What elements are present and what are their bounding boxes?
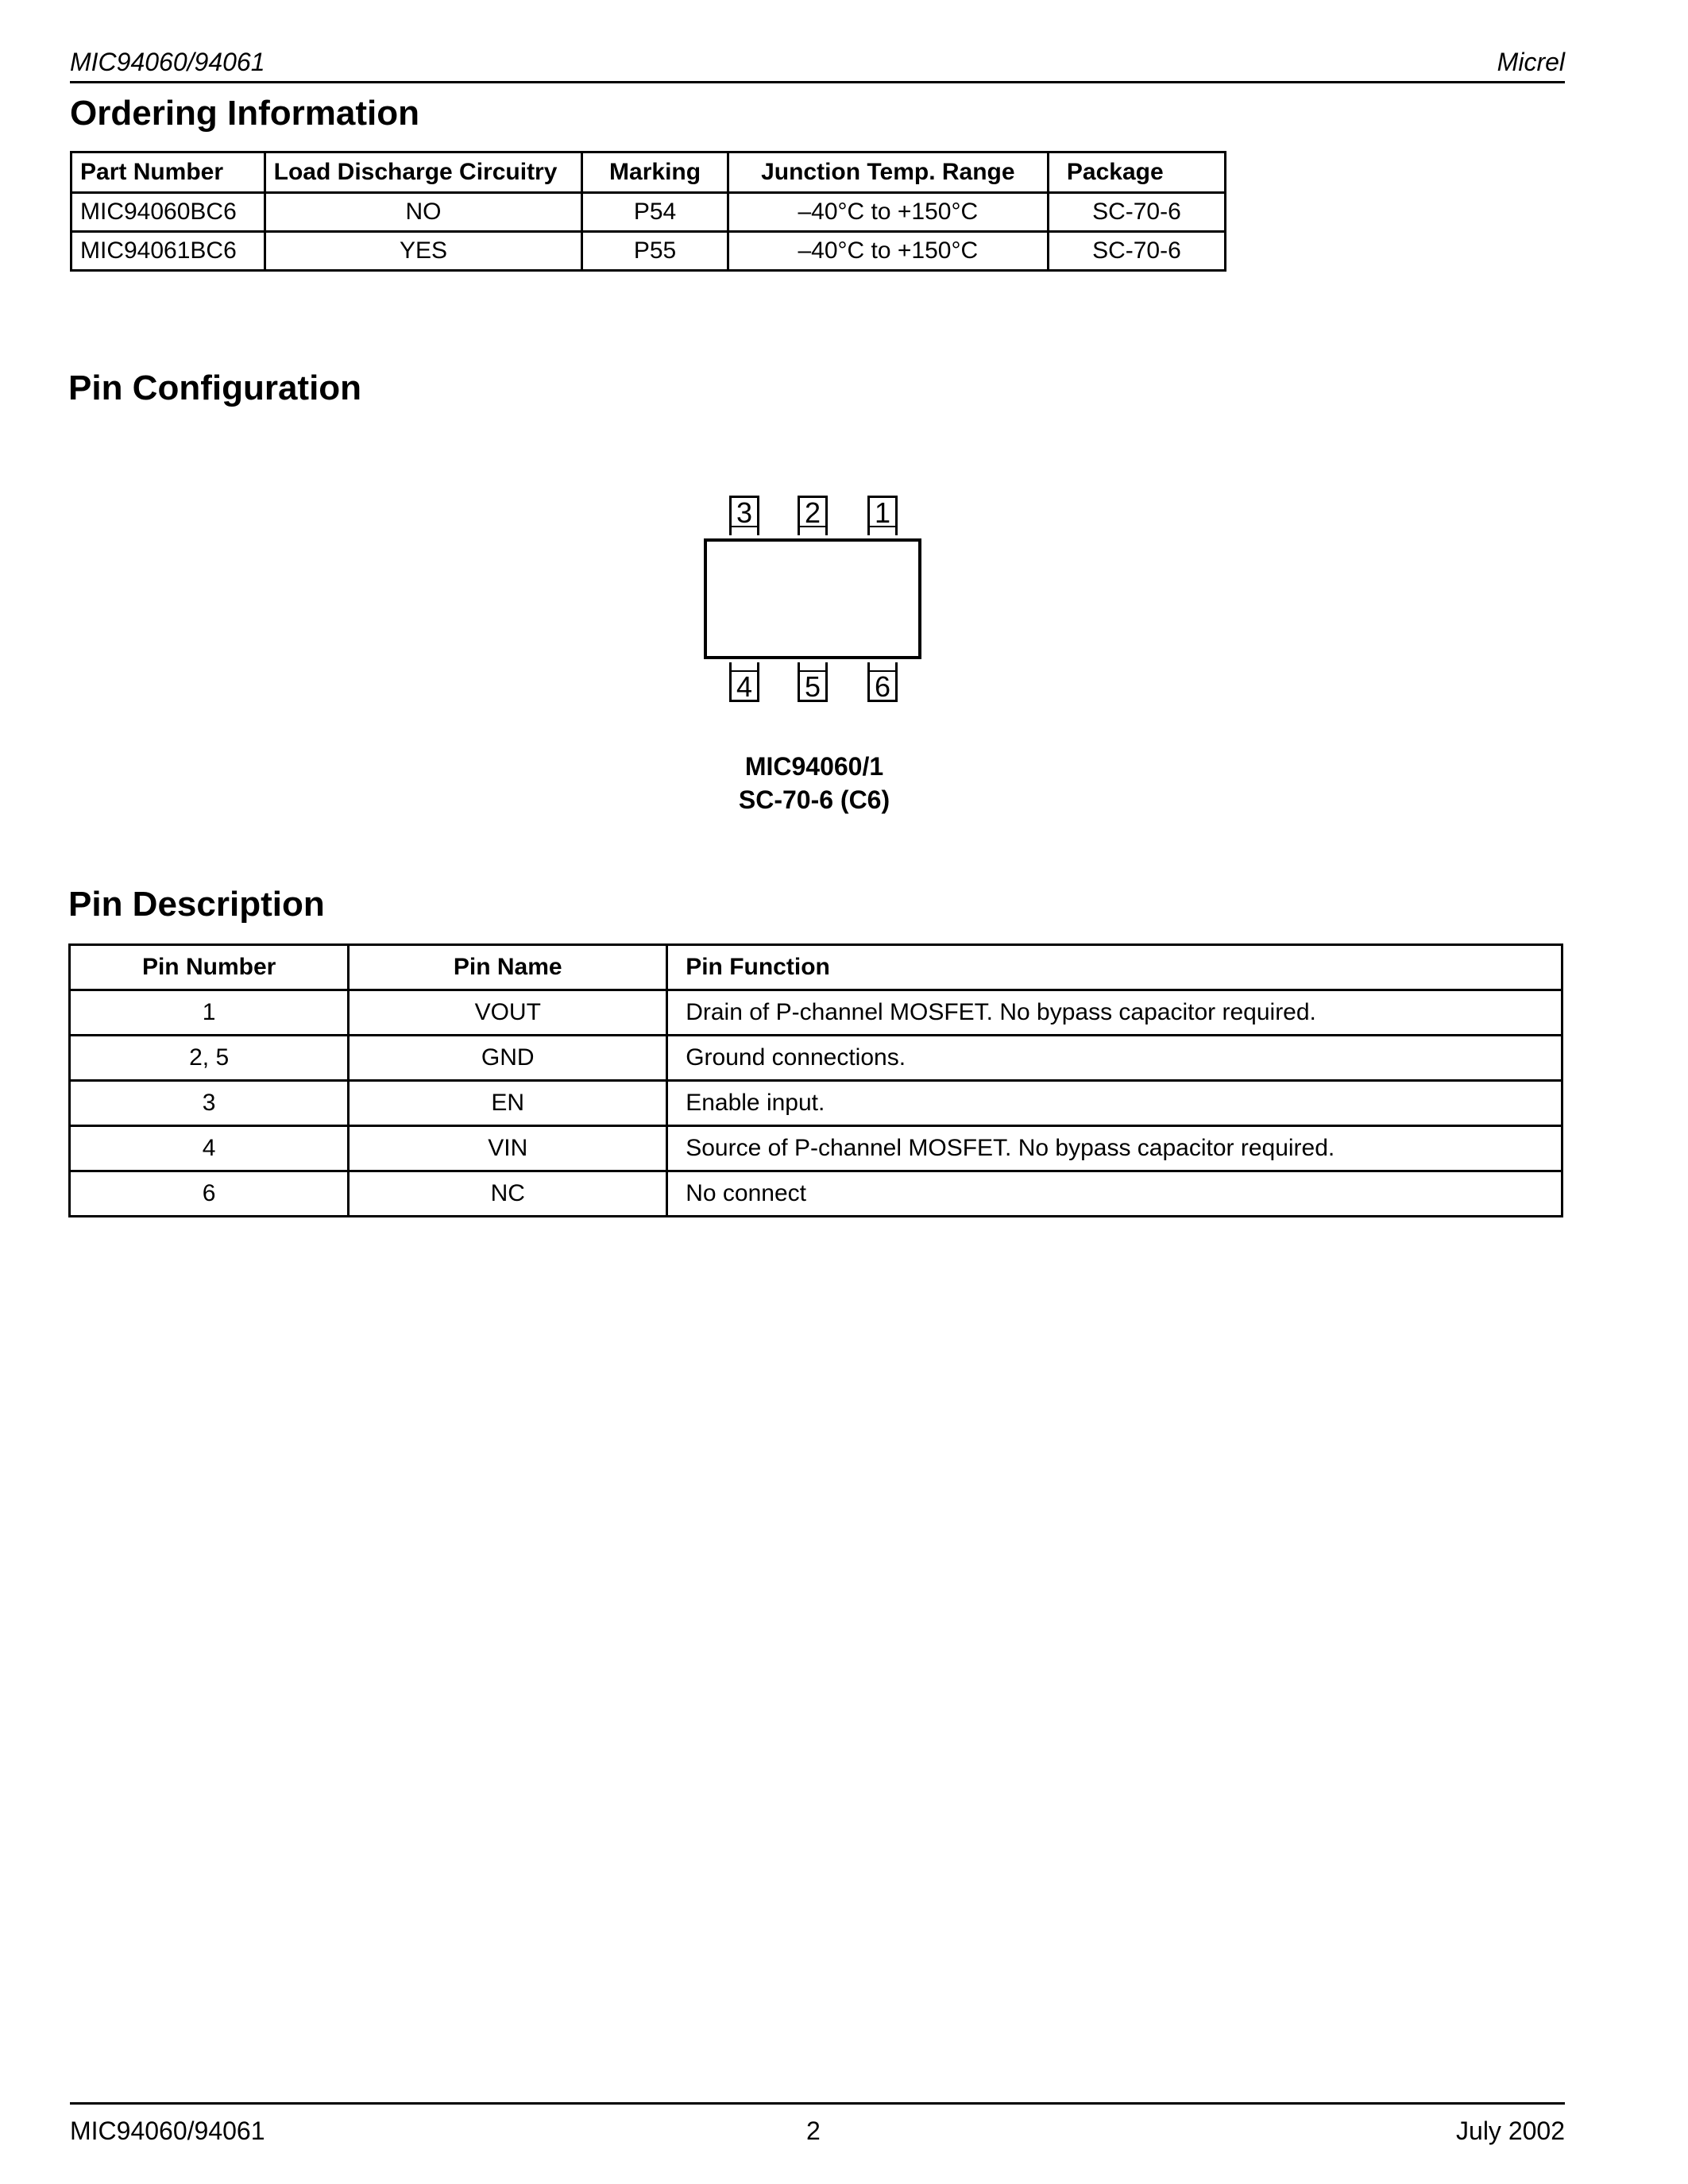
table-cell: –40°C to +150°C (728, 193, 1048, 232)
table-cell: MIC94061BC6 (71, 232, 265, 271)
table-cell: No connect (667, 1171, 1562, 1217)
pin-config-title: Pin Configuration (68, 369, 362, 407)
pin-label-top: 3 (729, 496, 759, 535)
table-cell: GND (349, 1036, 667, 1081)
table-row (71, 232, 1226, 271)
table-row (71, 193, 1226, 232)
package-type-label: SC-70-6 (C6) (738, 785, 890, 814)
column-header: Pin Number (70, 945, 349, 990)
package-body (704, 538, 921, 659)
table-row (70, 1171, 1562, 1217)
table-cell: Ground connections. (667, 1036, 1562, 1081)
table-row (70, 1036, 1562, 1081)
pin-label-top: 2 (798, 496, 828, 535)
table-cell: 6 (70, 1171, 349, 1217)
running-header-brand: Micrel (1497, 48, 1565, 76)
column-header: Part Number (71, 152, 265, 193)
column-header: Junction Temp. Range (728, 152, 1048, 193)
table-cell: VOUT (349, 990, 667, 1036)
table-cell: Source of P-channel MOSFET. No bypass capacitor required. (667, 1126, 1562, 1171)
table-cell: NO (265, 193, 582, 232)
table-cell: NC (349, 1171, 667, 1217)
column-header: Pin Function (667, 945, 1562, 990)
table-cell: 3 (70, 1081, 349, 1126)
table-cell: EN (349, 1081, 667, 1126)
table-cell: 4 (70, 1126, 349, 1171)
table-row (70, 1126, 1562, 1171)
table-cell: MIC94060BC6 (71, 193, 265, 232)
table-cell: VIN (349, 1126, 667, 1171)
pin-label-bottom: 5 (798, 662, 828, 702)
table-cell: 1 (70, 990, 349, 1036)
package-part-label: MIC94060/1 (744, 752, 884, 781)
table-cell: Drain of P-channel MOSFET. No bypass capacitor required. (667, 990, 1562, 1036)
pin-description-table (68, 943, 1563, 1217)
pin-label-top: 1 (867, 496, 898, 535)
table-cell: SC-70-6 (1048, 232, 1225, 271)
column-header: Package (1048, 152, 1225, 193)
page-number: 2 (806, 2116, 821, 2145)
pin-label-bottom: 4 (729, 662, 759, 702)
footer-part: MIC94060/94061 (70, 2116, 265, 2145)
running-header-part: MIC94060/94061 (70, 48, 265, 76)
pin-label-bottom: 6 (867, 662, 898, 702)
header-divider (70, 81, 1565, 83)
column-header: Marking (582, 152, 728, 193)
table-row (70, 1081, 1562, 1126)
table-header-row (70, 945, 1562, 990)
table-cell: –40°C to +150°C (728, 232, 1048, 271)
table-cell: P55 (582, 232, 728, 271)
table-header-row (71, 152, 1226, 193)
package-caption (651, 750, 977, 816)
table-cell: YES (265, 232, 582, 271)
table-cell: 2, 5 (70, 1036, 349, 1081)
column-header: Pin Name (349, 945, 667, 990)
ordering-table (70, 151, 1226, 272)
column-header: Load Discharge Circuitry (265, 152, 582, 193)
table-cell: SC-70-6 (1048, 193, 1225, 232)
table-row (70, 990, 1562, 1036)
pin-description-title: Pin Description (68, 885, 325, 924)
ordering-info-title: Ordering Information (70, 94, 419, 133)
table-cell: Enable input. (667, 1081, 1562, 1126)
footer-divider (70, 2102, 1565, 2105)
footer-date: July 2002 (1456, 2116, 1565, 2145)
table-cell: P54 (582, 193, 728, 232)
